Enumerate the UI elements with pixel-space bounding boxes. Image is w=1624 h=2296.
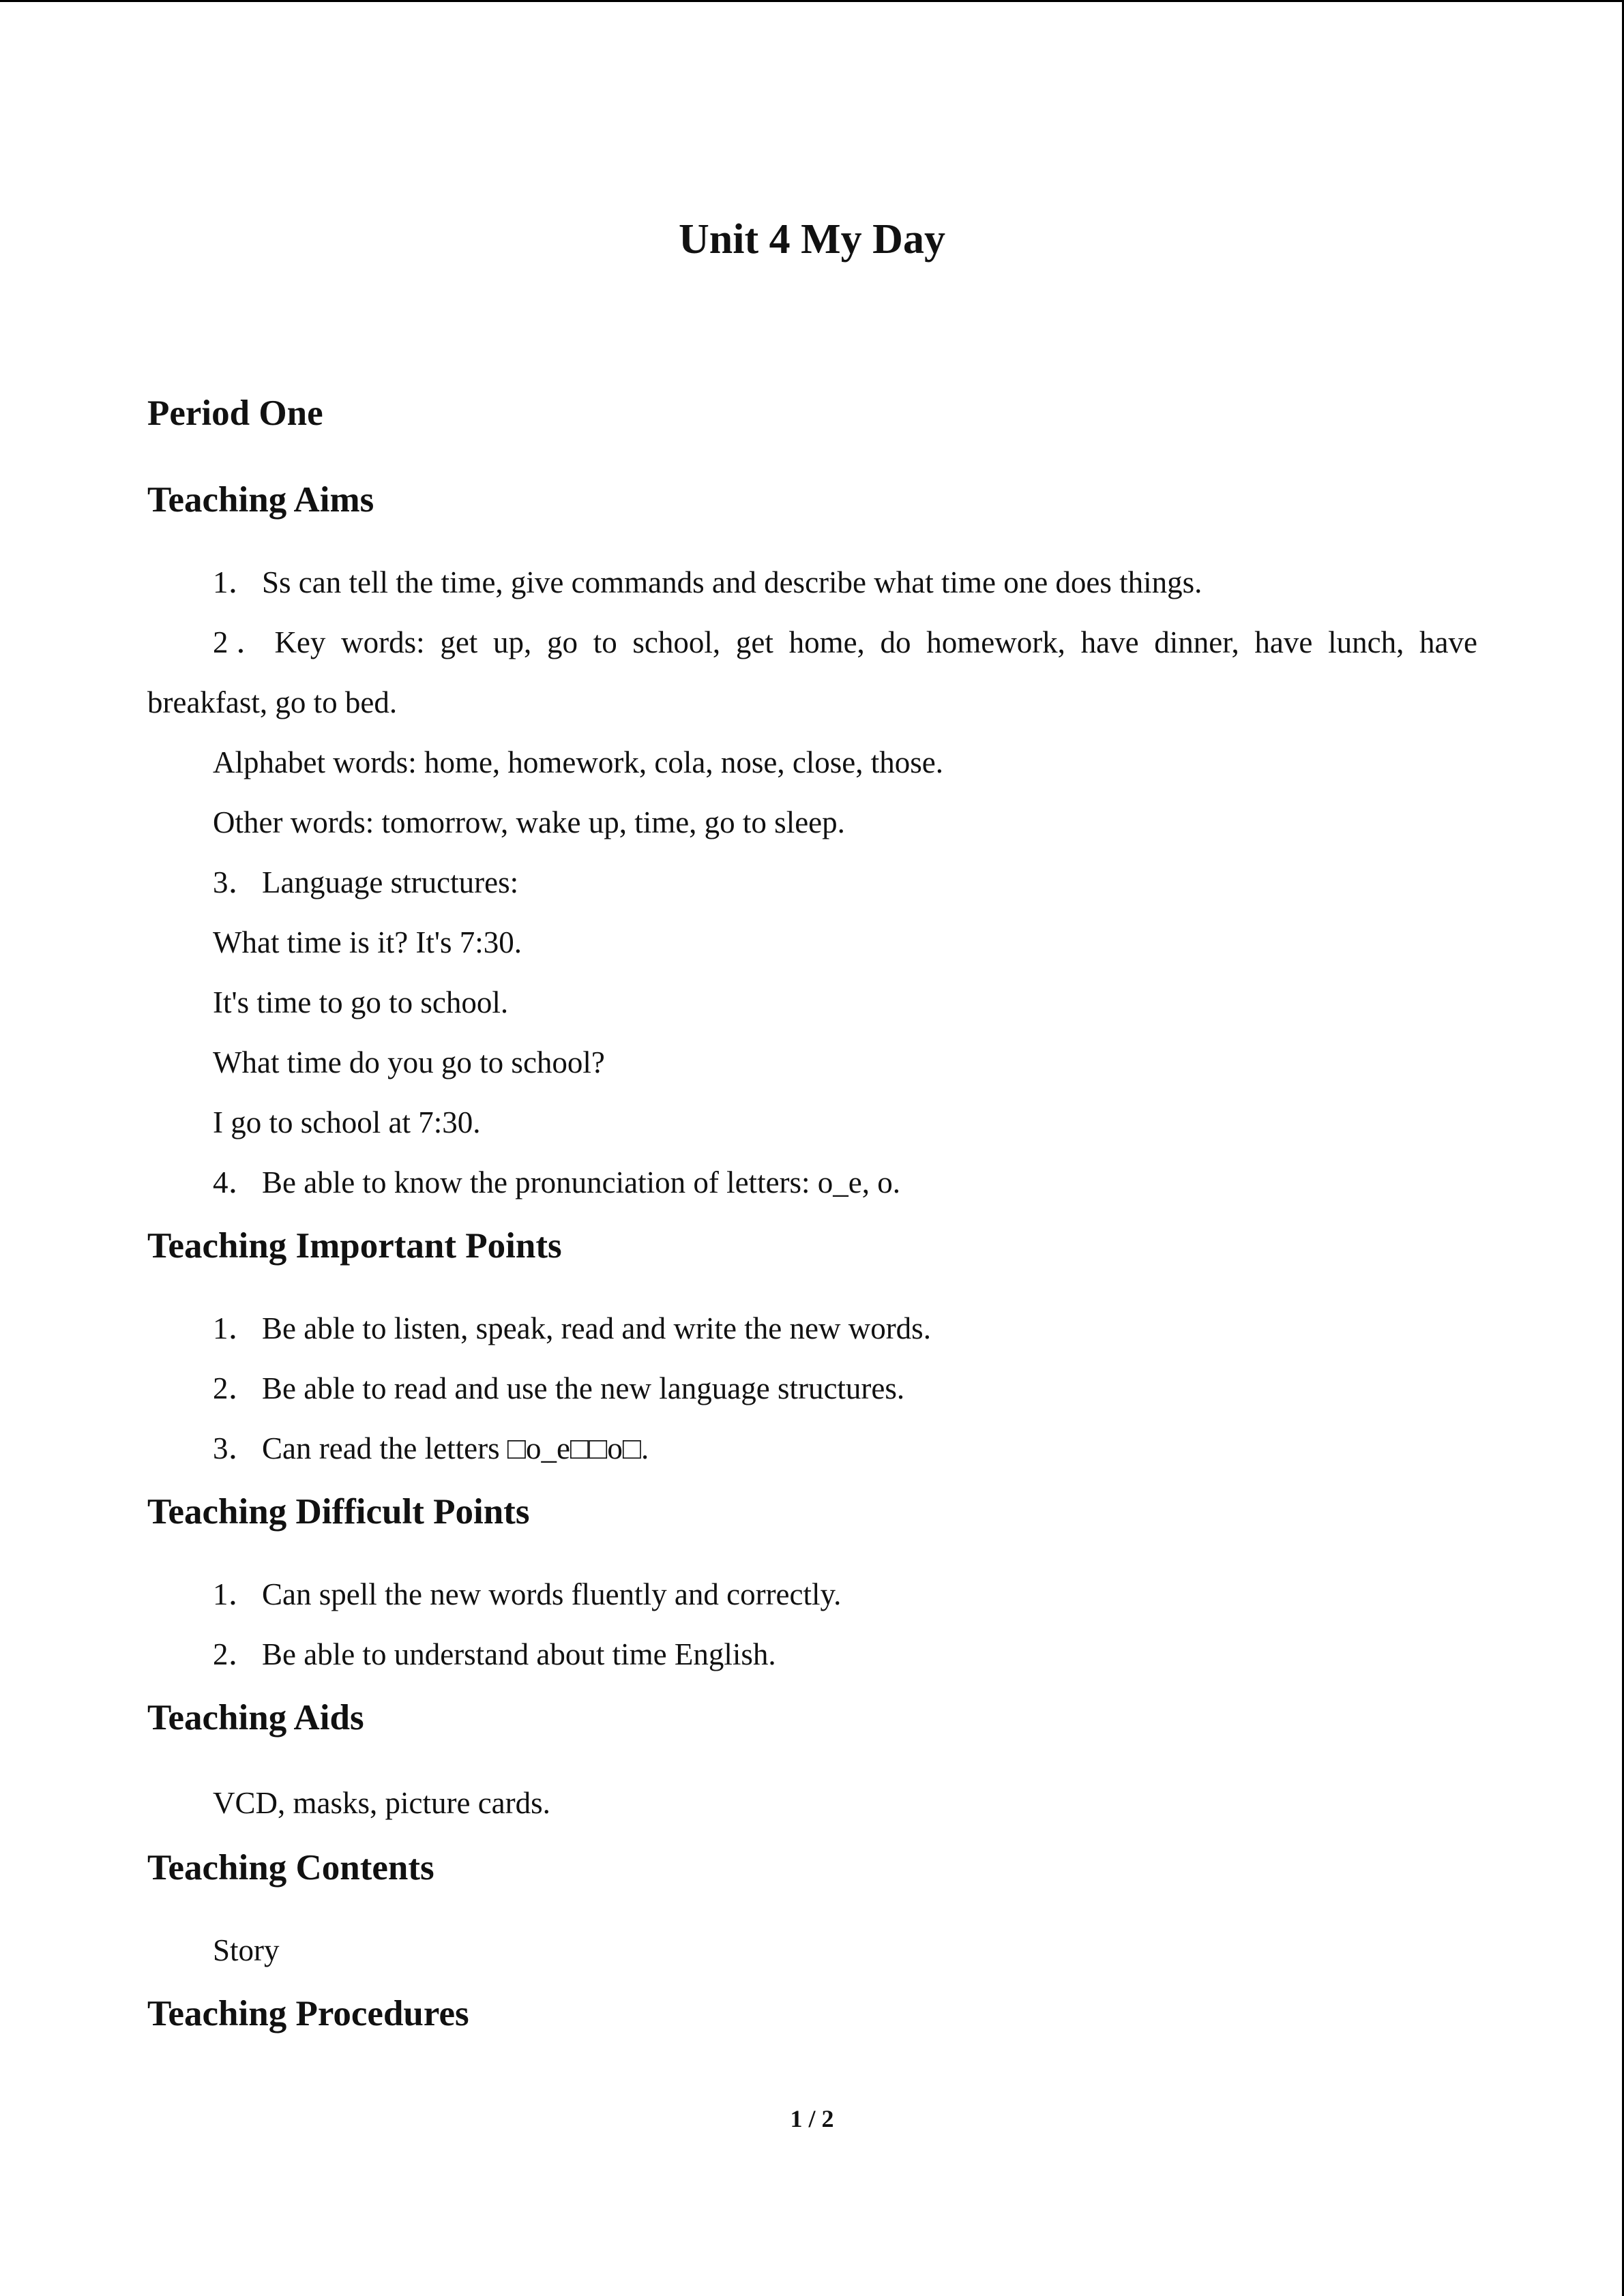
list-text: Be able to read and use the new language structures.: [262, 1371, 905, 1405]
alphabet-words: Alphabet words: home, homework, cola, nose, close, those.: [213, 745, 944, 779]
list-number: 2．: [213, 1371, 259, 1405]
period-heading: Period One: [147, 393, 323, 433]
aims-item-1: [213, 562, 1202, 603]
difficult-item-1: [213, 1574, 841, 1615]
list-text: Be able to understand about time English.: [262, 1637, 776, 1671]
list-number: 2．: [213, 1637, 259, 1671]
list-number: 1．: [213, 1311, 259, 1345]
list-number: 3．: [213, 1431, 259, 1465]
difficult-points-heading: Teaching Difficult Points: [147, 1492, 530, 1532]
other-words: Other words: tomorrow, wake up, time, go to sleep.: [213, 805, 845, 839]
page-border-top: [0, 0, 1624, 2]
list-text: Can spell the new words fluently and correctly.: [262, 1577, 842, 1611]
important-item-3: [213, 1428, 649, 1469]
aims-item-2: [213, 622, 1477, 663]
list-text: Ss can tell the time, give commands and describe what time one does things.: [262, 565, 1202, 599]
list-number: 4．: [213, 1165, 259, 1199]
page-number: 1 / 2: [790, 2105, 834, 2132]
teaching-aids-heading: Teaching Aids: [147, 1698, 364, 1738]
list-number: 1．: [213, 1577, 259, 1611]
structure-line: It's time to go to school.: [213, 985, 509, 1019]
important-item-1: [213, 1308, 931, 1349]
list-number: 1．: [213, 565, 259, 599]
aims-item-4: [213, 1162, 900, 1203]
document-title: Unit 4 My Day: [679, 216, 945, 263]
list-text: Be able to know the pronunciation of letters: o_e, o.: [262, 1165, 901, 1199]
aims-item-3: [213, 862, 518, 903]
important-item-2: [213, 1368, 904, 1409]
difficult-item-2: [213, 1634, 776, 1675]
structure-line: What time do you go to school?: [213, 1045, 605, 1079]
aims-item-2-continuation: breakfast, go to bed.: [147, 685, 398, 719]
teaching-procedures-heading: Teaching Procedures: [147, 1994, 469, 2033]
teaching-contents-heading: Teaching Contents: [147, 1848, 434, 1888]
list-text: Key words: get up, go to school, get home, do homework, have dinner, have lunch, have: [274, 625, 1477, 659]
list-text: Be able to listen, speak, read and write the new words.: [262, 1311, 931, 1345]
structure-line: What time is it? It's 7:30.: [213, 925, 522, 959]
structure-line: I go to school at 7:30.: [213, 1105, 481, 1139]
list-text: Can read the letters □o_e□□o□.: [262, 1431, 649, 1465]
teaching-aims-heading: Teaching Aims: [147, 480, 374, 520]
teaching-aids-text: VCD, masks, picture cards.: [213, 1786, 550, 1820]
list-number: 3．: [213, 865, 259, 899]
teaching-contents-text: Story: [213, 1933, 280, 1967]
important-points-heading: Teaching Important Points: [147, 1226, 562, 1266]
list-text: Language structures:: [262, 865, 519, 899]
list-number: 2．: [213, 625, 275, 659]
